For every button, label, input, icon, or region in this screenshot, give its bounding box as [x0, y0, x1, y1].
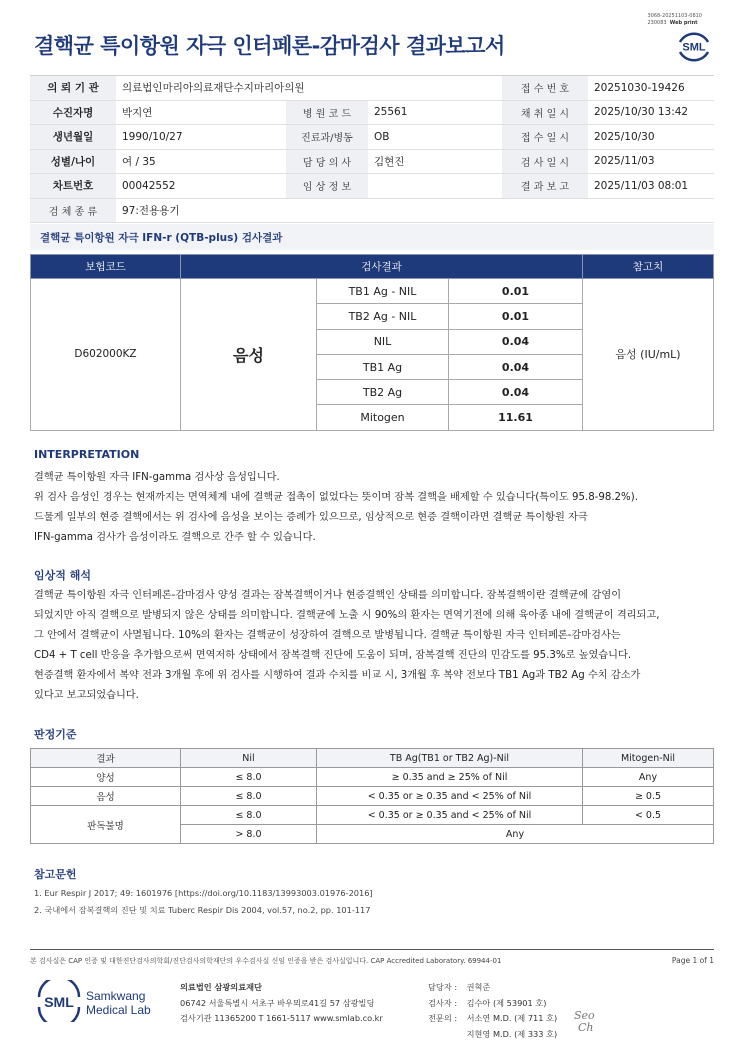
specimen-value: 97:전용용기 [116, 198, 714, 223]
criteria-header: 결과 [31, 749, 181, 768]
clinical-title: 임상적 해석 [34, 569, 91, 582]
criteria-header: TB Ag(TB1 or TB2 Ag)-Nil [317, 749, 583, 768]
result-item-value: 11.61 [449, 405, 583, 430]
criteria-cell: Any [583, 768, 714, 787]
criteria-cell: ≤ 8.0 [181, 787, 317, 806]
criteria-cell: 음성 [31, 787, 181, 806]
col-result-header: 검사결과 [181, 255, 583, 279]
page-title: 결핵균 특이항원 자극 인터페론-감마검사 결과보고서 [34, 34, 505, 58]
org-address: 06742 서울특별시 서초구 바우뫼로41길 57 삼광빌딩 [180, 997, 375, 1008]
overall-result: 음성 [181, 279, 317, 431]
doc-code-line1: 3068-20251103-0810 [647, 13, 702, 19]
clinical-line: CD4 + T cell 반응을 추가함으로써 면역저하 상태에서 잠복결핵 진단에 도움이 되며, 잠복결핵 진단의 민감도를 95.3%로 높였습니다. [34, 650, 632, 661]
col-code-header: 보험코드 [31, 255, 181, 279]
result-item-name: TB2 Ag [317, 380, 449, 405]
result-item-value: 0.01 [449, 304, 583, 329]
request-org-value: 의료법인마리아의료재단수지마리아의원 [116, 76, 502, 101]
ward-code-label: 병 원 코 드 [286, 100, 368, 125]
clinical-line: 결핵균 특이항원 자극 인터페론-감마검사 양성 결과는 잠복결핵이거나 현증결핵인 상태를 의미합니다. 잠복결핵이란 결핵균에 감염이 [34, 590, 622, 601]
logo-line1: Samkwang [86, 989, 146, 1003]
references-title: 참고문헌 [34, 868, 77, 881]
criteria-cell: ≤ 8.0 [181, 768, 317, 787]
signature-1: Seo [574, 1009, 595, 1022]
interpretation-line: 위 검사 음성인 경우는 현재까지는 면역체계 내에 결핵균 접촉이 없었다는 뜻이며 잠복 결핵을 배제할 수 있습니다(특이도 95.8-98.2%). [34, 492, 638, 503]
criteria-cell: < 0.35 or ≥ 0.35 and < 25% of Nil [317, 806, 583, 825]
chart-label: 차트번호 [30, 174, 116, 199]
chart-value: 00042552 [116, 174, 286, 199]
criteria-cell: < 0.5 [583, 806, 714, 825]
clinical-line: 현증결핵 환자에서 복약 전과 3개월 후에 위 검사를 시행하여 결과 수치를 비교 시, 3개월 후 복약 전보다 TB1 Ag과 TB2 Ag 수치 감소가 [34, 670, 641, 681]
col-ref-header: 참고치 [583, 255, 714, 279]
signature [574, 1010, 595, 1034]
result-item-name: TB1 Ag - NIL [317, 279, 449, 304]
result-section-title: 결핵균 특이항원 자극 IFN-r (QTB-plus) 검사결과 [30, 224, 714, 250]
signature-2: Ch [578, 1021, 594, 1034]
result-item-name: Mitogen [317, 405, 449, 430]
criteria-cell: ≥ 0.5 [583, 787, 714, 806]
tester-label: 검사자 : [428, 997, 458, 1008]
criteria-cell: 판독불명 [31, 806, 181, 844]
criteria-cell: < 0.35 or ≥ 0.35 and < 25% of Nil [317, 787, 583, 806]
dob-label: 생년월일 [30, 125, 116, 150]
criteria-cell: ≤ 8.0 [181, 806, 317, 825]
dept-label: 진료과/병동 [286, 125, 368, 150]
reference-range: 음성 (IU/mL) [583, 279, 714, 431]
manager-name: 권혁준 [466, 982, 491, 992]
collected-label: 채 취 일 시 [502, 100, 588, 125]
criteria-header: Mitogen-Nil [583, 749, 714, 768]
reference-item: 2. 국내에서 잠복결핵의 진단 및 치료 Tuberc Respir Dis 2004, vol.57, no.2, pp. 101-117 [34, 905, 371, 915]
patient-value: 박지연 [116, 100, 286, 125]
page-number: Page 1 of 1 [671, 956, 714, 965]
result-item-name: TB1 Ag [317, 354, 449, 379]
reference-item: 1. Eur Respir J 2017; 49: 1601976 [https://doi.org/10.1183/13993003.01976-2016] [34, 888, 373, 898]
criteria-cell: ≥ 0.35 and ≥ 25% of Nil [317, 768, 583, 787]
cap-accreditation-note: 본 검사실은 CAP 인증 및 대한진단검사의학회/진단검사의학재단의 우수검사실 신임 인증을 받은 검사실입니다. CAP Accredited Laboratory. 69944-01 [30, 957, 502, 965]
criteria-header: Nil [181, 749, 317, 768]
logo-line2: Medical Lab [86, 1003, 151, 1017]
sexage-label: 성별/나이 [30, 149, 116, 174]
doctor-value: 김현진 [368, 149, 502, 174]
received-value: 2025/10/30 [588, 125, 714, 150]
interpretation-line: IFN-gamma 검사가 음성이라도 결핵으로 간주 할 수 있습니다. [34, 532, 316, 543]
specialist-name: 지현영 M.D. (제 333 호) [466, 1028, 558, 1039]
interpretation-line: 드물게 일부의 현증 결핵에서는 위 검사에 음성을 보이는 증례가 있으므로, 임상적으로 현증 결핵이라면 결핵균 특이항원 자극 [34, 512, 588, 523]
patient-info-table [30, 75, 714, 223]
result-item-name: NIL [317, 329, 449, 354]
criteria-table [30, 748, 714, 844]
sexage-value: 여 / 35 [116, 149, 286, 174]
result-item-value: 0.01 [449, 279, 583, 304]
received-label: 접 수 일 시 [502, 125, 588, 150]
clinical-info-value [368, 174, 502, 199]
dept-value: OB [368, 125, 502, 150]
reported-label: 결 과 보 고 [502, 174, 588, 199]
ward-code-value: 25561 [368, 100, 502, 125]
web-print-label: Web print [669, 19, 698, 26]
insurance-code: D602000KZ [31, 279, 181, 431]
manager-label: 담당자 : [428, 982, 458, 992]
interpretation-title: INTERPRETATION [34, 448, 140, 461]
samkwang-logo-icon [36, 980, 156, 1022]
doc-code-line2: 230083 [647, 19, 667, 26]
collected-value: 2025/10/30 13:42 [588, 100, 714, 125]
result-item-value: 0.04 [449, 329, 583, 354]
specialist-label: 전문의 : [428, 1013, 458, 1023]
clinical-line: 그 안에서 결핵균이 사멸됩니다. 10%의 환자는 결핵균이 성장하여 결핵으로 발병됩니다. 결핵균 특이항원 자극 인터페론-감마검사는 [34, 630, 621, 641]
reported-value: 2025/11/03 08:01 [588, 174, 714, 199]
clinical-info-label: 임 상 정 보 [286, 174, 368, 199]
criteria-title: 판정기준 [34, 728, 77, 741]
criteria-row-negative [31, 787, 714, 806]
accession-value: 20251030-19426 [588, 76, 714, 101]
result-item-value: 0.04 [449, 354, 583, 379]
specimen-label: 검 체 종 류 [30, 198, 116, 223]
interpretation-line: 결핵균 특이항원 자극 IFN-gamma 검사상 음성입니다. [34, 472, 280, 483]
sml-logo-text: SML [682, 41, 706, 54]
clinical-text [34, 586, 718, 706]
result-item-name: TB2 Ag - NIL [317, 304, 449, 329]
clinical-line: 있다고 보고되었습니다. [34, 690, 139, 701]
request-org-label: 의 뢰 기 관 [30, 76, 116, 101]
org-name: 의료법인 삼광의료재단 [180, 982, 262, 992]
org-contact: 검사기관 11365200 T 1661-5117 www.smlab.co.kr [180, 1013, 383, 1023]
clinical-line: 되었지만 아직 결핵으로 발병되지 않은 상태를 의미합니다. 결핵균에 노출 시 90%의 환자는 면역기전에 의해 육아종 내에 결핵균이 격리되고, [34, 610, 660, 621]
specialist-name: 서소연 M.D. (제 711 호) [466, 1013, 558, 1023]
patient-label: 수진자명 [30, 100, 116, 125]
footer-divider [30, 949, 714, 950]
criteria-cell: Any [317, 825, 714, 844]
sml-logo-icon [674, 26, 714, 66]
result-item-value: 0.04 [449, 380, 583, 405]
org-address-block [180, 980, 383, 1027]
criteria-row-indeterminate [31, 806, 714, 825]
criteria-cell: 양성 [31, 768, 181, 787]
interpretation-text [34, 468, 718, 548]
doctor-label: 담 당 의 사 [286, 149, 368, 174]
tested-value: 2025/11/03 [588, 149, 714, 174]
tester-name: 김수아 (제 53901 호) [466, 997, 547, 1008]
criteria-row-positive [31, 768, 714, 787]
tested-label: 검 사 일 시 [502, 149, 588, 174]
accession-label: 접 수 번 호 [502, 76, 588, 101]
sml-logo-text: SML [44, 994, 74, 1010]
document-code [647, 13, 702, 26]
staff-block [428, 980, 557, 1042]
criteria-cell: > 8.0 [181, 825, 317, 844]
result-table [30, 254, 714, 431]
dob-value: 1990/10/27 [116, 125, 286, 150]
